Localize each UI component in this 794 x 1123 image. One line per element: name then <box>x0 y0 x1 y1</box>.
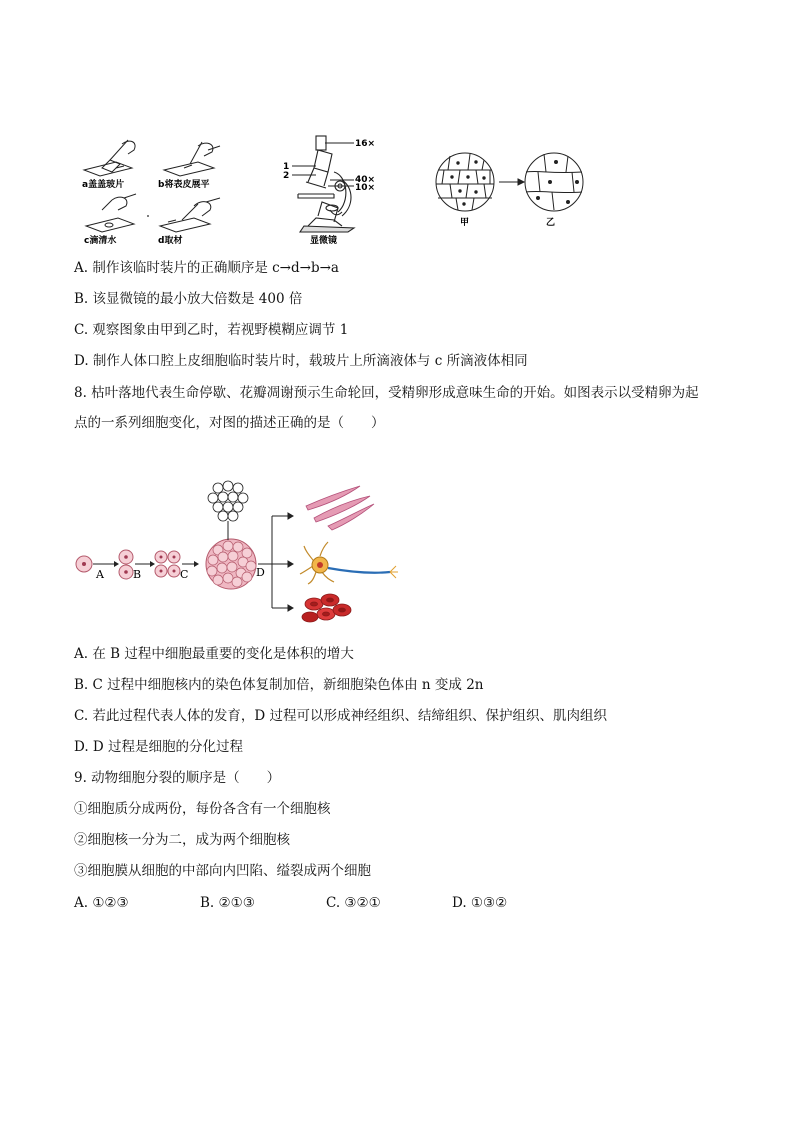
arrow-c-head <box>194 561 199 567</box>
knob-1-label: 1 <box>283 162 290 172</box>
objective-40x-label: 40× <box>355 175 376 185</box>
process-d-label: D <box>256 566 265 579</box>
q8-option-a: A. 在 B 过程中细胞最重要的变化是体积的增大 <box>74 646 354 662</box>
step-a-drawing <box>84 140 135 176</box>
q9-item-1: ①细胞质分成两份，每份各含有一个细胞核 <box>74 801 331 817</box>
q8-figure-svg <box>70 476 410 626</box>
q8-figure <box>70 476 410 626</box>
q9-option-a: A. ①②③ <box>74 895 129 911</box>
q9-stem: 9. 动物细胞分裂的顺序是（ ） <box>74 770 281 786</box>
process-a-label: A <box>96 568 104 581</box>
knob-2-label: 2 <box>283 171 290 181</box>
q9-option-b: B. ②①③ <box>200 895 255 911</box>
view-yi-label: 乙 <box>546 218 556 228</box>
microscope-caption: 显微镜 <box>310 236 338 246</box>
step-c-label: c滴清水 <box>84 236 117 246</box>
step-b-drawing <box>164 142 220 176</box>
q9-options-row <box>74 894 578 912</box>
q8-stem-line-2: 点的一系列细胞变化，对图的描述正确的是（ ） <box>74 415 385 431</box>
q9-option-c: C. ③②① <box>326 895 381 911</box>
q7-figure <box>72 132 592 250</box>
microscope-drawing <box>292 136 354 232</box>
q8-option-d: D. D 过程是细胞的分化过程 <box>74 739 244 755</box>
dot-mark <box>147 215 149 217</box>
q9-item-2: ②细胞核一分为二，成为两个细胞核 <box>74 832 290 848</box>
step-b-label: b将表皮展平 <box>158 180 210 190</box>
muscle-tissue <box>306 486 374 530</box>
q7-figure-svg <box>72 132 592 250</box>
view-yi-drawing <box>525 153 583 211</box>
four-cell-stage <box>155 551 180 577</box>
step-d-label: d取材 <box>158 236 183 246</box>
process-c-label: C <box>180 568 189 581</box>
process-b-label: B <box>133 568 142 581</box>
cell-cluster <box>206 539 256 589</box>
q8-option-c: C. 若此过程代表人体的发育，D 过程可以形成神经组织、结缔组织、保护组织、肌肉组织 <box>74 708 608 724</box>
neuron-cell <box>300 542 398 584</box>
differentiation-arrows <box>258 513 293 611</box>
view-jia-drawing <box>436 153 494 211</box>
arrow-b-head <box>150 561 155 567</box>
arrow-a-head <box>114 561 119 567</box>
view-arrow <box>499 179 524 185</box>
red-blood-cells <box>302 594 351 622</box>
zygote-cell <box>76 556 92 572</box>
q7-option-d: D. 制作人体口腔上皮细胞临时装片时，载玻片上所滴液体与 c 所滴液体相同 <box>74 353 528 369</box>
q9-option-d: D. ①③② <box>452 895 508 911</box>
objective-10x-label: 10× <box>355 183 376 193</box>
q9-item-3: ③细胞膜从细胞的中部向内凹陷、缢裂成两个细胞 <box>74 863 371 879</box>
two-cell-stage <box>119 550 133 579</box>
view-jia-label: 甲 <box>460 218 470 228</box>
q7-option-a: A. 制作该临时装片的正确顺序是 c→d→b→a <box>74 260 339 276</box>
q8-option-b: B. C 过程中细胞核内的染色体复制加倍，新细胞染色体由 n 变成 2n <box>74 677 484 693</box>
step-c-drawing <box>86 194 136 232</box>
q8-stem-line-1: 8. 枯叶落地代表生命停歇、花瓣凋谢预示生命轮回，受精卵形成意味生命的开始。如图表示以受精卵为起 <box>74 385 699 401</box>
eyepiece-16x-label: 16× <box>355 139 376 149</box>
step-a-label: a盖盖玻片 <box>82 180 125 190</box>
q7-option-c: C. 观察图象由甲到乙时，若视野模糊应调节 1 <box>74 322 349 338</box>
q7-option-b: B. 该显微镜的最小放大倍数是 400 倍 <box>74 291 303 307</box>
cell-cluster-detail <box>208 481 248 521</box>
step-d-drawing <box>160 198 220 232</box>
